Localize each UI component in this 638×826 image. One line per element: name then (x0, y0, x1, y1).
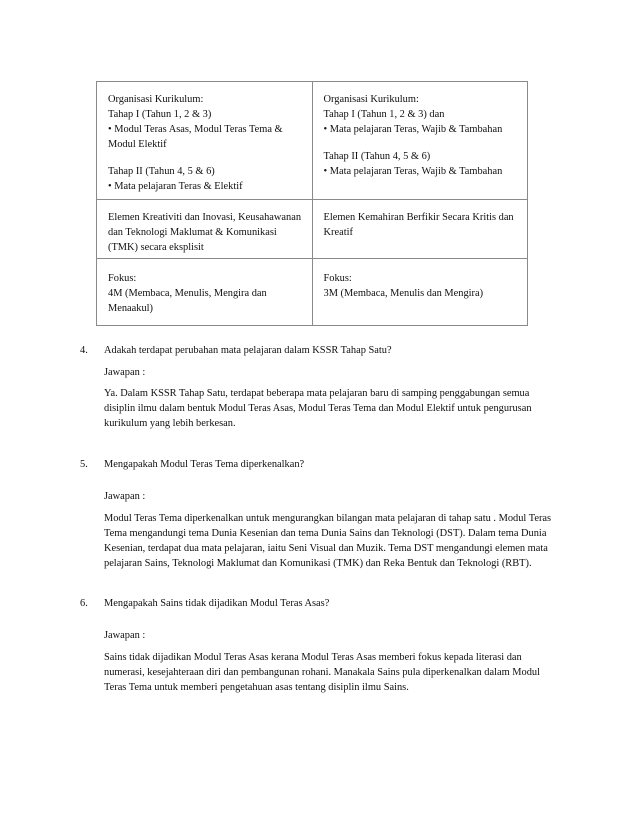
answer-line: disiplin ilmu dalam bentuk Modul Teras Asas, Modul Teras Tema dan Modul Elektif untuk pengurusan (104, 403, 532, 414)
cell-line: Menaakul) (108, 303, 154, 314)
table-cell-left (97, 82, 313, 200)
cell-line: 4M (Membaca, Menulis, Mengira dan (108, 288, 267, 299)
table-cell-left (97, 200, 313, 259)
cell-line: Elemen Kemahiran Berfikir Secara Kritis dan (323, 212, 514, 223)
cell-line: • Mata pelajaran Teras, Wajib & Tambahan (323, 166, 503, 177)
table-row (97, 259, 528, 326)
cell-line: Tahap II (Tahun 4, 5 & 6) (108, 166, 215, 177)
cell-line: Fokus: (323, 273, 352, 284)
cell-spacer (108, 152, 304, 164)
cell-line: Modul Elektif (108, 139, 167, 150)
cell-line: Elemen Kreativiti dan Inovasi, Keusahawanan (108, 212, 302, 223)
answer-line: kurikulum yang lebih berkesan. (104, 418, 236, 429)
answer-label: Jawapan : (104, 630, 146, 641)
answer-line: Sains tidak dijadikan Modul Teras Asas kerana Modul Teras Asas memberi fokus kepada literasi dan (104, 652, 522, 663)
table-cell-left (97, 259, 313, 326)
cell-line: 3M (Membaca, Menulis dan Mengira) (323, 288, 484, 299)
cell-line: • Mata pelajaran Teras & Elektif (108, 181, 243, 192)
question-text: Mengapakah Sains tidak dijadikan Modul Teras Asas? (104, 598, 330, 609)
question-number: 6. (80, 598, 88, 609)
answer-line: Tema mengandungi tema Dunia Kesenian dan tema Dunia Sains dan Teknologi (DST). Dalam tema Dunia (104, 528, 547, 539)
cell-line: Kreatif (323, 227, 353, 238)
table-cell-right (312, 259, 528, 326)
answer-line: Kesenian, terdapat dua mata pelajaran, iaitu Seni Visual dan Muzik. Tema DST mengandungi elemen mata (104, 543, 548, 554)
cell-line: Tahap I (Tahun 1, 2 & 3) (108, 109, 212, 120)
answer-line: numerasi, kesejahteraan diri dan pembangunan rohani. Manakala Sains pula diperkenalkan dalam Modul (104, 667, 540, 678)
cell-line: • Modul Teras Asas, Modul Teras Tema & (108, 124, 283, 135)
cell-line: (TMK) secara eksplisit (108, 242, 204, 253)
table-row (97, 82, 528, 200)
answer-line: Modul Teras Tema diperkenalkan untuk mengurangkan bilangan mata pelajaran di tahap satu . Modul Teras (104, 513, 552, 524)
answer-label: Jawapan : (104, 491, 146, 502)
answer-text (104, 386, 574, 431)
cell-line: dan Teknologi Maklumat & Komunikasi (108, 227, 277, 238)
cell-line: Tahap II (Tahun 4, 5 & 6) (323, 151, 431, 162)
table-row (97, 200, 528, 259)
answer-line: Teras Tema untuk memberi pengetahuan asas tentang disiplin ilmu Sains. (104, 682, 409, 693)
cell-line: Organisasi Kurikulum: (108, 94, 204, 105)
question-number: 5. (80, 459, 88, 470)
cell-spacer (324, 137, 520, 149)
answer-line: pelajaran Sains, Teknologi Maklumat dan Komunikasi (TMK) dan Reka Bentuk dan Teknologi (RBT). (104, 558, 532, 569)
question-text: Mengapakah Modul Teras Tema diperkenalkan? (104, 459, 305, 470)
cell-line: • Mata pelajaran Teras, Wajib & Tambahan (323, 124, 503, 135)
cell-line: Tahap I (Tahun 1, 2 & 3) dan (323, 109, 445, 120)
cell-line: Fokus: (108, 273, 137, 284)
curriculum-comparison-table (96, 81, 528, 326)
question-number: 4. (80, 345, 88, 356)
cell-line: Organisasi Kurikulum: (323, 94, 419, 105)
question-text: Adakah terdapat perubahan mata pelajaran dalam KSSR Tahap Satu? (104, 345, 392, 356)
answer-label: Jawapan : (104, 367, 146, 378)
table-cell-right (312, 82, 528, 200)
answer-text (104, 650, 574, 695)
answer-line: Ya. Dalam KSSR Tahap Satu, terdapat beberapa mata pelajaran baru di samping penggabungan semua (104, 388, 530, 399)
answer-text (104, 511, 574, 571)
table-cell-right (312, 200, 528, 259)
